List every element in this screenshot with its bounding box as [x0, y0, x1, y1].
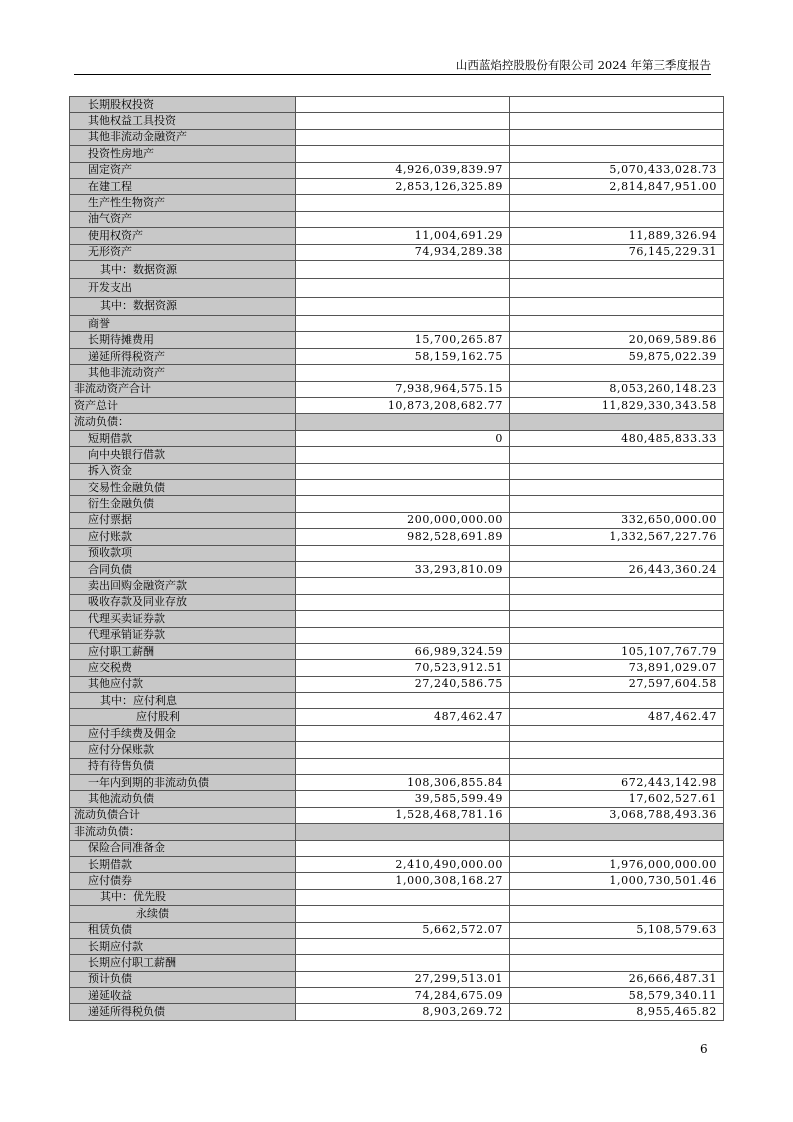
row-label: 拆入资金	[70, 463, 296, 479]
prior-year-end-value	[510, 955, 724, 971]
period-end-value: 11,004,691.29	[296, 228, 510, 244]
prior-year-end-value: 8,053,260,148.23	[510, 381, 724, 397]
period-end-value	[296, 594, 510, 610]
row-label: 投资性房地产	[70, 146, 296, 162]
row-label: 长期待摊费用	[70, 332, 296, 348]
row-label: 卖出回购金融资产款	[70, 578, 296, 594]
prior-year-end-value	[510, 195, 724, 211]
prior-year-end-value	[510, 365, 724, 381]
period-end-value: 1,000,308,168.27	[296, 873, 510, 889]
row-label: 其中：数据资源	[70, 297, 296, 315]
row-label: 其他非流动资产	[70, 365, 296, 381]
table-row	[70, 297, 724, 315]
prior-year-end-value: 11,829,330,343.58	[510, 398, 724, 414]
row-label: 开发支出	[70, 279, 296, 297]
prior-year-end-value: 487,462.47	[510, 709, 724, 725]
period-end-value: 8,903,269.72	[296, 1004, 510, 1020]
row-label: 保险合同准备金	[70, 840, 296, 856]
prior-year-end-value	[510, 97, 724, 113]
row-label: 预收款项	[70, 545, 296, 561]
period-end-value: 5,662,572.07	[296, 922, 510, 938]
table-row	[70, 709, 724, 725]
table-row	[70, 840, 724, 856]
table-row	[70, 381, 724, 397]
prior-year-end-value	[510, 279, 724, 297]
prior-year-end-value	[510, 693, 724, 709]
table-row	[70, 807, 724, 823]
period-end-value: 108,306,855.84	[296, 775, 510, 791]
row-label: 应付分保账款	[70, 742, 296, 758]
table-row	[70, 693, 724, 709]
row-label: 长期借款	[70, 856, 296, 872]
period-end-value	[296, 545, 510, 561]
table-row	[70, 512, 724, 528]
prior-year-end-value: 20,069,589.86	[510, 332, 724, 348]
table-row	[70, 260, 724, 278]
row-label: 其他应付款	[70, 676, 296, 692]
period-end-value	[296, 414, 510, 430]
report-header	[74, 58, 711, 75]
prior-year-end-value: 5,070,433,028.73	[510, 162, 724, 178]
table-row	[70, 447, 724, 463]
prior-year-end-value: 2,814,847,951.00	[510, 178, 724, 194]
period-end-value	[296, 463, 510, 479]
prior-year-end-value	[510, 725, 724, 741]
table-row	[70, 611, 724, 627]
row-label: 其他非流动金融资产	[70, 129, 296, 145]
period-end-value: 0	[296, 430, 510, 446]
period-end-value	[296, 725, 510, 741]
table-row	[70, 414, 724, 430]
row-label: 吸收存款及同业存放	[70, 594, 296, 610]
period-end-value	[296, 97, 510, 113]
period-end-value: 27,299,513.01	[296, 971, 510, 987]
row-label: 其他权益工具投资	[70, 113, 296, 129]
table-row	[70, 113, 724, 129]
period-end-value: 74,284,675.09	[296, 988, 510, 1004]
prior-year-end-value	[510, 479, 724, 495]
table-row	[70, 791, 724, 807]
period-end-value: 10,873,208,682.77	[296, 398, 510, 414]
table-row	[70, 279, 724, 297]
table-row	[70, 938, 724, 954]
row-label: 油气资产	[70, 211, 296, 227]
prior-year-end-value	[510, 496, 724, 512]
table-row	[70, 676, 724, 692]
prior-year-end-value: 73,891,029.07	[510, 660, 724, 676]
row-label: 流动负债：	[70, 414, 296, 430]
period-end-value: 58,159,162.75	[296, 348, 510, 364]
period-end-value	[296, 627, 510, 643]
prior-year-end-value: 672,443,142.98	[510, 775, 724, 791]
row-label: 无形资产	[70, 244, 296, 260]
period-end-value: 982,528,691.89	[296, 529, 510, 545]
table-row	[70, 162, 724, 178]
table-row	[70, 725, 724, 741]
period-end-value	[296, 297, 510, 315]
row-label: 预计负债	[70, 971, 296, 987]
period-end-value	[296, 693, 510, 709]
prior-year-end-value: 17,602,527.61	[510, 791, 724, 807]
row-label: 商誉	[70, 316, 296, 332]
period-end-value	[296, 824, 510, 840]
period-end-value: 66,989,324.59	[296, 643, 510, 659]
row-label: 一年内到期的非流动负债	[70, 775, 296, 791]
row-label: 生产性生物资产	[70, 195, 296, 211]
period-end-value	[296, 496, 510, 512]
row-label: 长期股权投资	[70, 97, 296, 113]
row-label: 非流动资产合计	[70, 381, 296, 397]
table-row	[70, 758, 724, 774]
period-end-value	[296, 906, 510, 922]
row-label: 应付账款	[70, 529, 296, 545]
prior-year-end-value	[510, 594, 724, 610]
row-label: 其他流动负债	[70, 791, 296, 807]
prior-year-end-value: 26,443,360.24	[510, 561, 724, 577]
row-label: 持有待售负债	[70, 758, 296, 774]
prior-year-end-value: 58,579,340.11	[510, 988, 724, 1004]
period-end-value	[296, 479, 510, 495]
row-label: 合同负债	[70, 561, 296, 577]
prior-year-end-value: 1,000,730,501.46	[510, 873, 724, 889]
prior-year-end-value	[510, 758, 724, 774]
period-end-value	[296, 742, 510, 758]
table-row	[70, 922, 724, 938]
prior-year-end-value	[510, 113, 724, 129]
row-label: 非流动负债：	[70, 824, 296, 840]
period-end-value: 200,000,000.00	[296, 512, 510, 528]
prior-year-end-value: 1,976,000,000.00	[510, 856, 724, 872]
row-label: 递延所得税资产	[70, 348, 296, 364]
table-row	[70, 561, 724, 577]
table-row	[70, 146, 724, 162]
prior-year-end-value	[510, 578, 724, 594]
table-row	[70, 971, 724, 987]
table-row	[70, 873, 724, 889]
row-label: 应付票据	[70, 512, 296, 528]
row-label: 固定资产	[70, 162, 296, 178]
table-row	[70, 856, 724, 872]
row-label: 向中央银行借款	[70, 447, 296, 463]
table-row	[70, 348, 724, 364]
period-end-value: 4,926,039,839.97	[296, 162, 510, 178]
table-row	[70, 889, 724, 905]
table-row	[70, 430, 724, 446]
row-label: 其中：数据资源	[70, 260, 296, 278]
row-label: 其中：应付利息	[70, 693, 296, 709]
prior-year-end-value: 8,955,465.82	[510, 1004, 724, 1020]
table-row	[70, 463, 724, 479]
prior-year-end-value: 3,068,788,493.36	[510, 807, 724, 823]
row-label: 使用权资产	[70, 228, 296, 244]
table-row	[70, 178, 724, 194]
table-row	[70, 529, 724, 545]
row-label: 应付股利	[70, 709, 296, 725]
prior-year-end-value: 27,597,604.58	[510, 676, 724, 692]
row-label: 应付手续费及佣金	[70, 725, 296, 741]
period-end-value: 487,462.47	[296, 709, 510, 725]
prior-year-end-value	[510, 129, 724, 145]
table-row	[70, 594, 724, 610]
row-label: 代理买卖证券款	[70, 611, 296, 627]
table-row	[70, 955, 724, 971]
table-row	[70, 496, 724, 512]
period-end-value	[296, 889, 510, 905]
row-label: 长期应付款	[70, 938, 296, 954]
prior-year-end-value	[510, 297, 724, 315]
prior-year-end-value: 11,889,326.94	[510, 228, 724, 244]
period-end-value: 15,700,265.87	[296, 332, 510, 348]
row-label: 应付债券	[70, 873, 296, 889]
row-label: 交易性金融负债	[70, 479, 296, 495]
table-row	[70, 244, 724, 260]
table-row	[70, 824, 724, 840]
row-label: 租赁负债	[70, 922, 296, 938]
table-row	[70, 97, 724, 113]
period-end-value	[296, 195, 510, 211]
period-end-value	[296, 578, 510, 594]
table-row	[70, 742, 724, 758]
row-label: 代理承销证券款	[70, 627, 296, 643]
table-row	[70, 627, 724, 643]
prior-year-end-value	[510, 260, 724, 278]
table-row	[70, 316, 724, 332]
period-end-value: 7,938,964,575.15	[296, 381, 510, 397]
period-end-value	[296, 279, 510, 297]
prior-year-end-value	[510, 146, 724, 162]
table-row	[70, 1004, 724, 1020]
prior-year-end-value: 5,108,579.63	[510, 922, 724, 938]
table-row	[70, 906, 724, 922]
period-end-value	[296, 129, 510, 145]
table-row	[70, 365, 724, 381]
prior-year-end-value: 105,107,767.79	[510, 643, 724, 659]
period-end-value	[296, 113, 510, 129]
prior-year-end-value: 76,145,229.31	[510, 244, 724, 260]
prior-year-end-value	[510, 938, 724, 954]
period-end-value: 33,293,810.09	[296, 561, 510, 577]
period-end-value	[296, 955, 510, 971]
prior-year-end-value	[510, 447, 724, 463]
report-title: 山西蓝焰控股股份有限公司 2024 年第三季度报告	[455, 58, 711, 72]
row-label: 应付职工薪酬	[70, 643, 296, 659]
period-end-value: 27,240,586.75	[296, 676, 510, 692]
table-row	[70, 195, 724, 211]
period-end-value	[296, 211, 510, 227]
period-end-value	[296, 260, 510, 278]
row-label: 递延所得税负债	[70, 1004, 296, 1020]
table-row	[70, 643, 724, 659]
period-end-value: 1,528,468,781.16	[296, 807, 510, 823]
row-label: 永续债	[70, 906, 296, 922]
period-end-value: 2,853,126,325.89	[296, 178, 510, 194]
prior-year-end-value	[510, 545, 724, 561]
prior-year-end-value: 332,650,000.00	[510, 512, 724, 528]
table-row	[70, 228, 724, 244]
prior-year-end-value	[510, 211, 724, 227]
prior-year-end-value	[510, 889, 724, 905]
period-end-value: 70,523,912.51	[296, 660, 510, 676]
prior-year-end-value: 1,332,567,227.76	[510, 529, 724, 545]
period-end-value	[296, 365, 510, 381]
table-row	[70, 129, 724, 145]
period-end-value	[296, 447, 510, 463]
table-row	[70, 660, 724, 676]
prior-year-end-value	[510, 463, 724, 479]
balance-sheet-table	[69, 96, 724, 1021]
prior-year-end-value	[510, 840, 724, 856]
prior-year-end-value	[510, 824, 724, 840]
row-label: 短期借款	[70, 430, 296, 446]
period-end-value	[296, 611, 510, 627]
period-end-value	[296, 840, 510, 856]
period-end-value	[296, 316, 510, 332]
period-end-value: 39,585,599.49	[296, 791, 510, 807]
period-end-value: 2,410,490,000.00	[296, 856, 510, 872]
table-row	[70, 988, 724, 1004]
prior-year-end-value	[510, 316, 724, 332]
prior-year-end-value: 480,485,833.33	[510, 430, 724, 446]
table-row	[70, 775, 724, 791]
prior-year-end-value	[510, 627, 724, 643]
row-label: 在建工程	[70, 178, 296, 194]
period-end-value	[296, 758, 510, 774]
table-row	[70, 545, 724, 561]
prior-year-end-value	[510, 611, 724, 627]
page-number: 6	[700, 1042, 708, 1056]
period-end-value: 74,934,289.38	[296, 244, 510, 260]
table-row	[70, 578, 724, 594]
period-end-value	[296, 146, 510, 162]
row-label: 流动负债合计	[70, 807, 296, 823]
row-label: 衍生金融负债	[70, 496, 296, 512]
row-label: 其中：优先股	[70, 889, 296, 905]
row-label: 应交税费	[70, 660, 296, 676]
row-label: 长期应付职工薪酬	[70, 955, 296, 971]
prior-year-end-value	[510, 742, 724, 758]
table-row	[70, 332, 724, 348]
prior-year-end-value	[510, 414, 724, 430]
prior-year-end-value: 59,875,022.39	[510, 348, 724, 364]
row-label: 递延收益	[70, 988, 296, 1004]
table-row	[70, 479, 724, 495]
table-row	[70, 398, 724, 414]
prior-year-end-value: 26,666,487.31	[510, 971, 724, 987]
period-end-value	[296, 938, 510, 954]
prior-year-end-value	[510, 906, 724, 922]
table-row	[70, 211, 724, 227]
row-label: 资产总计	[70, 398, 296, 414]
